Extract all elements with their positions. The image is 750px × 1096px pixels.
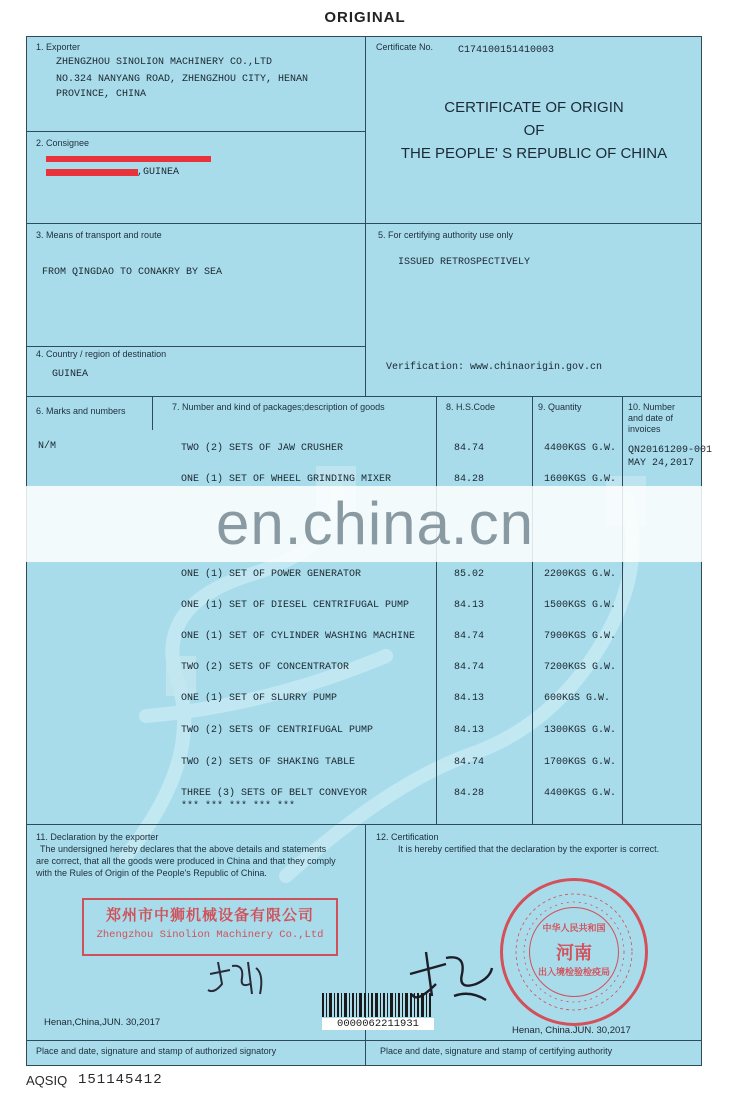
exporter-place-date: Henan,China,JUN. 30,2017 <box>44 1017 161 1028</box>
goods-description: ONE (1) SET OF WHEEL GRINDING MIXER <box>181 474 392 485</box>
goods-quantity: 7200KGS G.W. <box>544 662 617 673</box>
invoice-header-1: 10. Number <box>628 402 676 412</box>
exporter-label: 1. Exporter <box>36 42 81 52</box>
exporter-line-3: PROVINCE, CHINA <box>56 89 147 100</box>
consignee-country: ,GUINEA <box>137 167 180 178</box>
certificate-title-line-1: CERTIFICATE OF ORIGIN <box>444 99 624 116</box>
transport-label: 3. Means of transport and route <box>36 230 162 240</box>
destination-value: GUINEA <box>52 369 89 380</box>
hs-code-header: 8. H.S.Code <box>446 402 496 412</box>
marks-header: 6. Marks and numbers <box>36 406 126 416</box>
goods-hs-code: 84.13 <box>454 693 485 704</box>
barcode-icon <box>322 993 434 1017</box>
redaction-bar <box>46 156 211 162</box>
goods-quantity: 1500KGS G.W. <box>544 600 617 611</box>
goods-description: TWO (2) SETS OF JAW CRUSHER <box>181 443 344 454</box>
aqsiq-label: AQSIQ <box>26 1073 68 1088</box>
goods-quantity: 4400KGS G.W. <box>544 788 617 799</box>
description-header: 7. Number and kind of packages;description of goods <box>172 402 385 412</box>
goods-description: TWO (2) SETS OF CENTRIFUGAL PUMP <box>181 725 374 736</box>
goods-quantity: 7900KGS G.W. <box>544 631 617 642</box>
authority-footer: Place and date, signature and stamp of certifying authority <box>380 1046 613 1056</box>
aqsiq-number: 151145412 <box>78 1072 163 1088</box>
authority-use-label: 5. For certifying authority use only <box>378 230 514 240</box>
goods-hs-code: 84.13 <box>454 600 485 611</box>
certification-text: It is hereby certified that the declaration by the exporter is correct. <box>398 844 660 854</box>
declaration-label: 11. Declaration by the exporter <box>36 832 159 842</box>
certification-label: 12. Certification <box>376 832 439 842</box>
certificate-title-line-2: OF <box>523 122 545 139</box>
goods-hs-code: 84.74 <box>454 631 485 642</box>
declaration-text-line-3: with the Rules of Origin of the People's Republic of China. <box>36 868 267 878</box>
barcode-number: 0000062211931 <box>322 1018 434 1030</box>
goods-quantity: 4400KGS G.W. <box>544 443 617 454</box>
goods-description: TWO (2) SETS OF SHAKING TABLE <box>181 757 356 768</box>
declaration-text-line-2: are correct, that all the goods were produced in China and that they comply <box>36 856 336 866</box>
goods-quantity: 1300KGS G.W. <box>544 725 617 736</box>
goods-hs-code: 84.74 <box>454 443 485 454</box>
goods-hs-code: 84.28 <box>454 474 485 485</box>
destination-label: 4. Country / region of destination <box>36 349 167 359</box>
transport-route: FROM QINGDAO TO CONAKRY BY SEA <box>42 267 223 278</box>
exporter-signature-icon <box>204 954 268 1002</box>
consignee-label: 2. Consignee <box>36 138 90 148</box>
redaction-bar <box>46 169 138 176</box>
invoice-header-2: and date of <box>628 413 674 423</box>
stamp-chinese-name: 郑州市中狮机械设备有限公司 <box>105 907 314 924</box>
seal-center-line-1: 中华人民共和国 <box>542 923 606 933</box>
exporter-line-2: NO.324 NANYANG ROAD, ZHENGZHOU CITY, HENAN <box>56 74 309 85</box>
document-header-title: ORIGINAL <box>324 9 406 26</box>
marks-value: N/M <box>38 441 57 452</box>
goods-description: ONE (1) SET OF CYLINDER WASHING MACHINE <box>181 631 416 642</box>
goods-hs-code: 85.02 <box>454 569 485 580</box>
goods-description: ONE (1) SET OF SLURRY PUMP <box>181 693 338 704</box>
exporter-company-stamp <box>82 898 338 956</box>
invoice-number: QN20161209-001 <box>628 445 713 456</box>
goods-end-marks: *** *** *** *** *** <box>181 801 296 812</box>
invoice-date: MAY 24,2017 <box>628 458 695 469</box>
issued-retrospectively: ISSUED RETROSPECTIVELY <box>398 257 531 268</box>
seal-center-line-3: 出入境检验检疫局 <box>537 967 610 977</box>
goods-hs-code: 84.28 <box>454 788 485 799</box>
goods-description: THREE (3) SETS OF BELT CONVEYOR <box>181 788 368 799</box>
goods-description: ONE (1) SET OF POWER GENERATOR <box>181 569 362 580</box>
goods-hs-code: 84.74 <box>454 662 485 673</box>
goods-description: TWO (2) SETS OF CONCENTRATOR <box>181 662 350 673</box>
invoice-header-3: invoices <box>628 424 661 434</box>
goods-quantity: 1600KGS G.W. <box>544 474 617 485</box>
quantity-header: 9. Quantity <box>538 402 582 412</box>
goods-quantity: 1700KGS G.W. <box>544 757 617 768</box>
goods-hs-code: 84.13 <box>454 725 485 736</box>
exporter-line-1: ZHENGZHOU SINOLION MACHINERY CO.,LTD <box>56 57 273 68</box>
exporter-signatory-footer: Place and date, signature and stamp of authorized signatory <box>36 1046 277 1056</box>
declaration-text-line-1: The undersigned hereby declares that the above details and statements <box>40 844 327 854</box>
seal-center-line-2: 河南 <box>556 943 592 963</box>
authority-place-date: Henan, China.JUN. 30,2017 <box>512 1025 631 1036</box>
authority-round-seal <box>500 878 648 1026</box>
certificate-no-value: C174100151410003 <box>458 45 555 56</box>
goods-hs-code: 84.74 <box>454 757 485 768</box>
watermark-text: en.china.cn <box>216 490 534 557</box>
goods-quantity: 2200KGS G.W. <box>544 569 617 580</box>
certificate-no-label: Certificate No. <box>376 42 434 52</box>
goods-quantity: 600KGS G.W. <box>544 693 611 704</box>
certificate-title-line-3: THE PEOPLE' S REPUBLIC OF CHINA <box>400 145 668 162</box>
verification-url: Verification: www.chinaorigin.gov.cn <box>386 362 603 373</box>
stamp-english-name: Zhengzhou Sinolion Machinery Co.,Ltd <box>96 929 324 941</box>
goods-description: ONE (1) SET OF DIESEL CENTRIFUGAL PUMP <box>181 600 410 611</box>
